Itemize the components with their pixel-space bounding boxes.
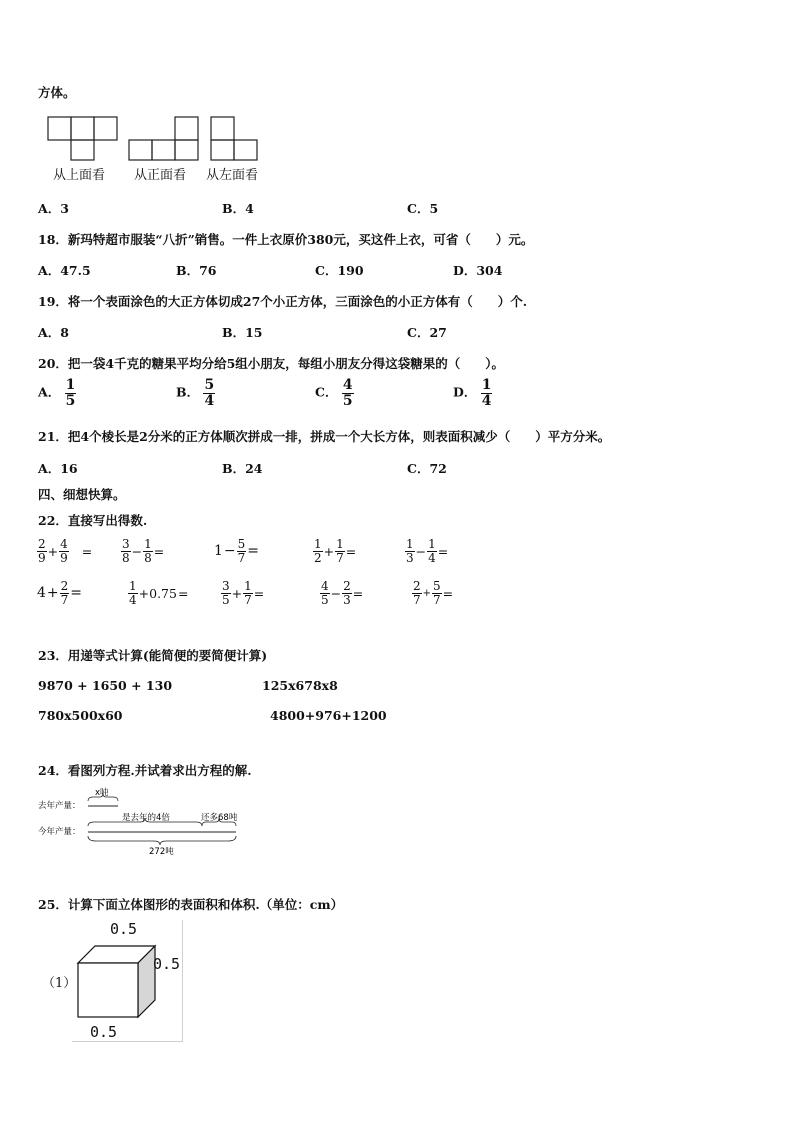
numerator: 2 [60,579,69,593]
fraction-numerator: 4 [342,377,353,393]
q20-text: 20．把一袋4千克的糖果平均分给5组小朋友，每组小朋友分得这袋糖果的（ ）。 [38,356,505,371]
equals-sign: = [177,585,189,601]
numerator: 4 [321,579,329,593]
q22-expr-r1-5[interactable] [405,538,448,564]
top-view-figure [48,117,117,160]
denominator: 4 [129,592,137,607]
numerator: 1 [244,579,252,593]
q20-option-a-fraction [65,378,77,408]
operator: +0.75 [138,585,177,601]
numerator: 3 [122,537,130,551]
this-year-label: 今年产量： [38,827,81,837]
equals-sign: = [442,585,454,601]
q19-text: 19．将一个表面涂色的大正方体切成27个小正方体，三面涂色的小正方体有（ ）个. [38,294,528,309]
operator: + [47,543,59,559]
equals-sign: = [153,543,165,559]
operator: + [422,587,432,599]
q20-option-b-label: B． [176,384,200,400]
total-label: 272吨 [149,847,174,857]
denominator: 7 [60,592,69,607]
q20-option-c[interactable] [315,378,354,408]
left-view-figure [211,117,257,160]
q21-option-a[interactable]: A．16 [38,461,78,476]
numerator: 5 [433,579,441,593]
denominator: 9 [38,550,46,565]
q18-option-a[interactable]: A．47.5 [38,263,91,278]
q19-option-b[interactable]: B．15 [222,325,263,340]
more-label: 还多68吨 [201,813,238,823]
q18-option-c[interactable]: C．190 [315,263,364,278]
equals-sign: = [70,585,83,602]
total-brace [88,836,236,845]
q25-title: 25．计算下面立体图形的表面积和体积.（单位：cm） [38,897,344,912]
q18-option-b[interactable]: B．76 [176,263,217,278]
q19-option-c[interactable]: C．27 [407,325,447,340]
q22-expr-r2-5[interactable] [412,580,453,606]
q18-text: 18．新玛特超市服装“八折”销售。一件上衣原价380元，买这件上衣，可省（ ）元。 [38,232,534,247]
denominator: 3 [343,592,351,607]
q25-item-label: （1） [42,976,77,991]
numerator: 1 [428,537,436,551]
denominator: 4 [428,550,436,565]
q20-option-c-fraction [342,378,354,408]
q23-expr-1[interactable]: 9870 + 1650 + 130 [38,678,173,693]
q22-expr-r1-2[interactable] [121,538,164,564]
operator: − [131,543,143,559]
q20-option-d-label: D． [453,384,477,400]
q21-option-b[interactable]: B．24 [222,461,263,476]
fraction-denominator: 4 [204,392,215,409]
denominator: 7 [336,550,344,565]
cube-dim-bottom: 0.5 [90,1023,118,1041]
q22-expr-r2-4[interactable] [320,580,363,606]
q20-option-b-fraction [203,378,215,408]
cube-figure [72,940,162,1020]
numerator: 3 [222,579,230,593]
cube-dim-right: 0.5 [153,955,181,973]
numerator: 4 [60,537,68,551]
q20-option-a[interactable] [38,378,76,408]
denominator: 9 [60,550,68,565]
fraction-denominator: 5 [342,392,353,409]
denominator: 2 [314,550,322,565]
front-view-figure [129,117,198,160]
q20-option-c-label: C． [315,384,338,400]
equals-sign: = [81,543,93,559]
denominator: 7 [244,592,252,607]
q20-option-b[interactable] [176,378,215,408]
whole-number: 4 [37,585,46,602]
cube-dim-top: 0.5 [110,920,138,938]
q23-expr-3[interactable]: 780x500x60 [38,708,123,723]
numerator: 1 [406,537,414,551]
q21-text: 21．把4个棱长是2分米的正方体顺次拼成一排，拼成一个大长方体，则表面积减少（ ）平方分米。 [38,429,611,444]
view-label-front: 从正面看 [134,168,187,183]
q17-option-a[interactable]: A．3 [38,201,69,216]
denominator: 8 [144,550,152,565]
operator: + [231,585,243,601]
numerator: 2 [413,579,421,593]
denominator: 7 [413,592,421,607]
numerator: 5 [237,537,246,551]
fraction-numerator: 5 [204,377,215,393]
q24-line-diagram [36,787,256,859]
q17-option-b[interactable]: B．4 [222,201,254,216]
operator: + [323,543,335,559]
times-label: 是去年的4倍 [122,813,170,823]
denominator: 5 [321,592,329,607]
q22-expr-r1-3[interactable] [214,538,259,564]
operator: + [46,585,59,602]
q23-expr-4[interactable]: 4800+976+1200 [270,708,387,723]
fraction-denominator: 4 [481,392,492,409]
cube-front-face [78,963,138,1017]
numerator: 2 [343,579,351,593]
fraction-numerator: 1 [65,377,76,393]
q22-expr-r2-1[interactable] [37,580,82,606]
q24-title: 24．看图列方程.并试着求出方程的解. [38,763,252,778]
numerator: 1 [144,537,152,551]
q22-title: 22．直接写出得数. [38,513,148,528]
numerator: 2 [38,537,46,551]
denominator: 7 [433,592,441,607]
q21-option-c[interactable]: C．72 [407,461,447,476]
view-label-top: 从上面看 [53,168,106,183]
last-year-label: 去年产量： [38,801,81,811]
equals-sign: = [253,585,265,601]
q22-expr-r2-3[interactable] [221,580,264,606]
q20-option-a-label: A． [38,384,61,400]
q23-expr-2[interactable]: 125x678x8 [262,678,338,693]
equals-sign: = [352,585,364,601]
denominator: 5 [222,592,230,607]
operator: − [223,543,236,560]
denominator: 7 [237,550,246,565]
q17-tail-text: 方体。 [38,85,76,100]
q19-option-a[interactable]: A．8 [38,325,69,340]
x-label: x吨 [95,788,109,798]
numerator: 1 [129,579,137,593]
view-label-left: 从左面看 [206,168,259,183]
equals-sign: = [437,543,449,559]
q22-expr-r1-4[interactable] [313,538,356,564]
q22-expr-r2-2[interactable] [128,580,188,606]
section-4-heading: 四、细想快算。 [38,487,126,502]
q20-option-d[interactable] [453,378,492,408]
equals-sign: = [247,543,260,560]
denominator: 8 [122,550,130,565]
fraction-denominator: 5 [65,392,76,409]
whole-number: 1 [214,543,223,560]
q23-title: 23．用递等式计算(能简便的要简便计算) [38,648,268,663]
operator: − [415,543,427,559]
operator: − [330,585,342,601]
q20-option-d-fraction [481,378,493,408]
numerator: 1 [336,537,344,551]
equals-sign: = [345,543,357,559]
fraction-numerator: 1 [481,377,492,393]
denominator: 3 [406,550,414,565]
q17-option-c[interactable]: C．5 [407,201,439,216]
q22-expr-r1-1[interactable] [37,538,92,564]
q18-option-d[interactable]: D．304 [453,263,503,278]
numerator: 1 [314,537,322,551]
